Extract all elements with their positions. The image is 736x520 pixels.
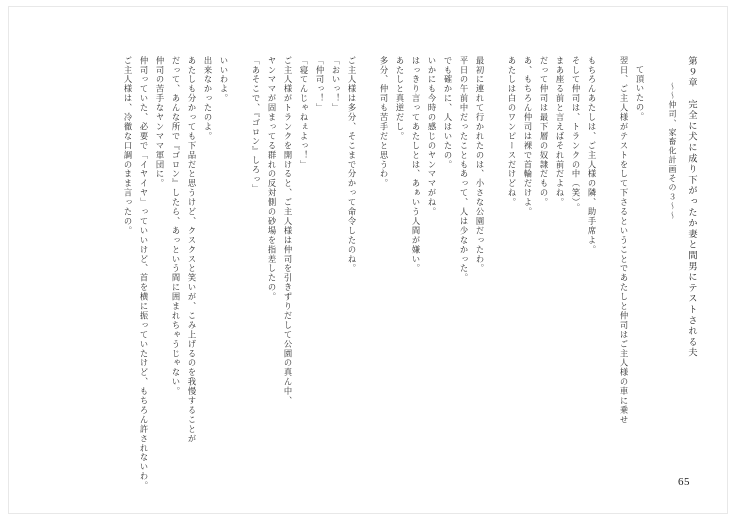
body-line: いいわよ。 bbox=[219, 56, 229, 104]
body-line: でも確かに、人はいたの。 bbox=[443, 56, 453, 170]
page-number: 65 bbox=[678, 476, 690, 488]
body-line: いかにも今時の感じのヤンママがね。 bbox=[427, 56, 437, 217]
body-line: あたしと真逆だし。 bbox=[395, 56, 405, 142]
body-line: まあ座る前と言えばそれ前だよね。 bbox=[555, 56, 565, 208]
body-line: ご主人様がトランクを開けると、ご主人様は仲司を引きずりだして公園の真ん中、 bbox=[283, 56, 293, 406]
body-line: だって、あんな所で『ゴロン』したら、あっという間に囲まれちゃうじゃない。 bbox=[171, 56, 181, 397]
body-line: だって仲司は最下層の奴隷だもの。 bbox=[539, 56, 549, 208]
chapter-heading: 第９章 完全に犬に成り下がったか妻と間男にテストされる夫 bbox=[686, 56, 697, 359]
body-line bbox=[356, 56, 372, 456]
body-line: 「寝てんじゃねぇよっ！」 bbox=[299, 56, 309, 170]
body-line: ご主人様は多分、そこまで分かって命令したのね。 bbox=[347, 56, 357, 274]
body-line: 平日の午前中だったこともあって、人は少なかった。 bbox=[459, 56, 469, 283]
body-line bbox=[228, 56, 244, 456]
body-line: あ、もちろん仲司は裸で首輪だけよ。 bbox=[523, 56, 533, 217]
body-line: もちろんあたしは、ご主人様の隣、助手席よ。 bbox=[587, 56, 597, 255]
body-line: て頂いたの。 bbox=[635, 65, 645, 122]
body-line: 最初に連れて行かれたのは、小さな公園だったわ。 bbox=[475, 56, 485, 274]
column-gap bbox=[644, 56, 658, 456]
body-line: あたしは白のワンピースだけどね。 bbox=[507, 56, 517, 208]
body-line: ヤンママが固まってる群れの反対側の砂場を指差したの。 bbox=[267, 56, 277, 302]
body-line: 仲司の苦手なヤンママ軍団に。 bbox=[155, 56, 165, 189]
body-line: 翌日、ご主人様がテストをして下さるということであたしと仲司はご主人様の車に乗せ bbox=[619, 56, 629, 425]
chapter-subtitle: 〜〜仲司、家畜化計画その３〜〜 bbox=[668, 82, 677, 220]
body-line bbox=[484, 56, 500, 456]
body-line: はっきり言ってあたしとは、あぁいう人間が嫌い。 bbox=[411, 56, 421, 274]
body-line: 出来なかったのよ。 bbox=[203, 56, 213, 142]
body-line: 「あそこで、『ゴロン』しろっ」 bbox=[251, 56, 261, 194]
body-line: 多分、仲司も苦手だと思うわ。 bbox=[379, 56, 389, 189]
body-line: そして仲司は、トランクの中（笑）。 bbox=[571, 56, 581, 213]
body-line: 「仲司っ！」 bbox=[315, 56, 325, 113]
body-line: 「おいっ！」 bbox=[331, 56, 341, 113]
body-line bbox=[596, 56, 612, 456]
body-line: あたしも分かっても下品だと思うけど、クスクスと笑いが、こみ上げるのを我慢することが bbox=[187, 56, 197, 444]
body-line: ご主人様は、冷徹な口調のまま言ったの。 bbox=[123, 56, 133, 236]
body-line: 仲司っていた、必要で「イヤイヤ」っていいけど、首を横に振っていたけど、もちろん許されないわ。 bbox=[139, 56, 149, 491]
